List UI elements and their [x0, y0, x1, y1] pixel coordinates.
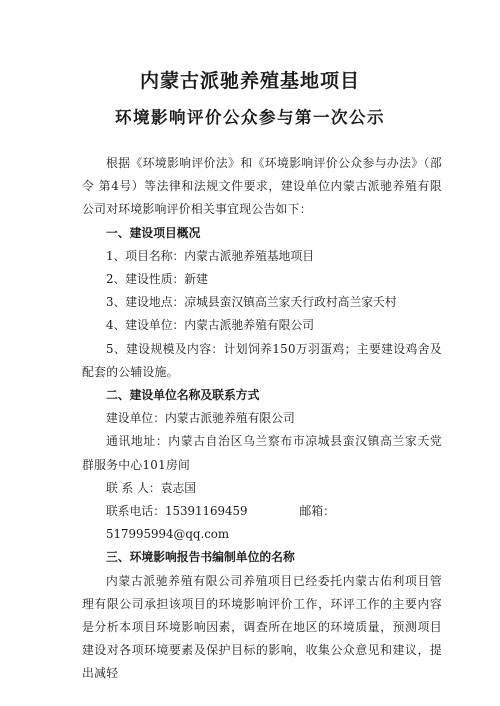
contact-person-line: 联 系 人：袁志国: [106, 480, 197, 495]
contact-line: [82, 500, 442, 546]
section2-heading: 二、建设单位名称及联系方式: [106, 388, 260, 403]
document-subtitle: 环境影响评价公众参与第一次公示: [115, 108, 385, 127]
construction-unit-item: 4、建设单位：内蒙古派驰养殖有限公司: [106, 318, 315, 333]
unit-name-line: 建设单位：内蒙古派驰养殖有限公司: [106, 411, 295, 426]
section3-paragraph: 内蒙古派驰养殖有限公司养殖项目已经委托内蒙古佑利项目管理有限公司承担该项目的环境影响评价工作，环评工作的主要内容是分析本项目环境影响因素，调查所在地区的环境质量，预测项目建设对各项环境要素及保护目标的影响，收集公众意见和建议，提出减轻: [82, 573, 442, 681]
address-line: 通讯地址：内蒙古自治区乌兰察布市凉城县蛮汉镇高兰家夭党群服务中心101房间: [82, 434, 442, 472]
section3-heading: 三、环境影响报告书编制单位的名称: [106, 550, 295, 565]
phone-text: 联系电话：15391169459: [106, 504, 248, 519]
email-text: 邮箱：517995994@qq.com: [106, 504, 335, 542]
section1-heading: 一、建设项目概况: [106, 225, 201, 240]
construction-scale-item: 5、建设规模及内容：计划饲养150万羽蛋鸡；主要建设鸡舍及配套的公辅设施。: [82, 341, 442, 379]
document-title: 内蒙古派驰养殖基地项目: [139, 70, 360, 92]
construction-nature-item: 2、建设性质：新建: [106, 272, 208, 287]
intro-paragraph: 根据《环境影响评价法》和《环境影响评价公众参与办法》（部令 第4号）等法律和法规文件要求，建设单位内蒙古派驰养殖有限公司对环境影响评价相关事宜现公告如下：: [82, 156, 442, 217]
construction-location-item: 3、建设地点：凉城县蛮汉镇高兰家夭行政村高兰家夭村: [106, 295, 397, 310]
project-name-item: 1、项目名称：内蒙古派驰养殖基地项目: [106, 248, 315, 263]
document-body: [82, 152, 442, 686]
